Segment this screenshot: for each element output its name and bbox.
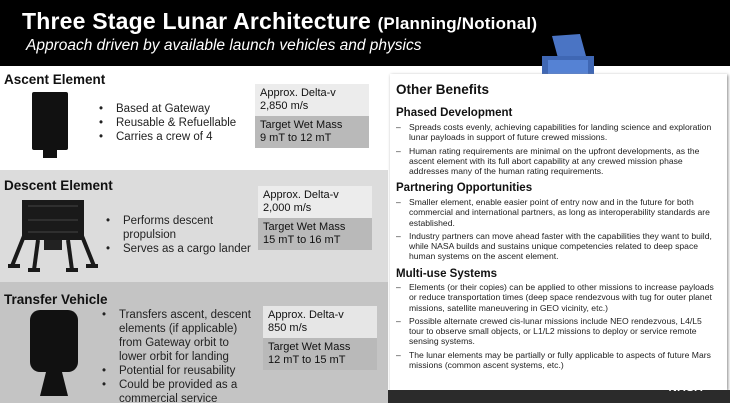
- ascent-element-title: Ascent Element: [4, 72, 106, 87]
- descent-delta-cell: [258, 186, 372, 218]
- other-benefits-panel: [390, 74, 727, 390]
- ascent-mass-label: Target Wet Mass: [260, 119, 343, 131]
- descent-bullet: • Performs descent propulsion: [106, 214, 256, 242]
- ascent-mass-cell: [255, 116, 369, 148]
- transfer-delta-label: Approx. Delta-v: [268, 309, 344, 321]
- partnering-opportunities-heading: Partnering Opportunities: [396, 182, 533, 194]
- transfer-bullet: • Could be provided as a commercial service: [102, 378, 258, 403]
- ascent-bullet: • Based at Gateway: [99, 102, 249, 116]
- benefit-item: – Industry partners can move ahead faster with the capabilities they want to build, while NASA builds and sustains unique competencies related to deep space human systems on the ascent element.: [396, 231, 716, 262]
- ascent-spec-box: [255, 84, 369, 148]
- nasa-logo: NASA: [669, 382, 704, 394]
- transfer-bullet: • Potential for reusability: [102, 364, 258, 378]
- header-bar: [0, 0, 730, 66]
- title-main: Three Stage Lunar Architecture: [22, 8, 371, 34]
- descent-element-section: [0, 170, 388, 282]
- phased-development-list: [396, 122, 716, 179]
- ascent-bullet: • Carries a crew of 4: [99, 130, 249, 144]
- ascent-delta-value: 2,850 m/s: [260, 100, 309, 112]
- transfer-mass-cell: [263, 338, 377, 370]
- benefit-item: – Spreads costs evenly, achieving capabilities for landing science and exploration lunar payloads in support of future crewed missions.: [396, 122, 716, 143]
- slide-title: [22, 8, 537, 35]
- ascent-mass-value: 9 mT to 12 mT: [260, 132, 332, 144]
- descent-element-title: Descent Element: [4, 178, 113, 193]
- benefit-item: – Smaller element, enable easier point of entry now and in the future for both commercial and international partners, as long as interoperability standards are established.: [396, 197, 716, 228]
- phased-development-heading: Phased Development: [396, 107, 513, 119]
- ascent-element-icon: [30, 90, 70, 160]
- descent-bullet: • Serves as a cargo lander: [106, 242, 256, 256]
- transfer-mass-label: Target Wet Mass: [268, 341, 351, 353]
- transfer-spec-box: [263, 306, 377, 370]
- transfer-bullet: • Transfers ascent, descent elements (if applicable) from Gateway orbit to lower orbit for landing: [102, 308, 258, 364]
- transfer-vehicle-section: [0, 282, 388, 403]
- transfer-delta-value: 850 m/s: [268, 322, 308, 334]
- multi-use-systems-heading: Multi-use Systems: [396, 268, 497, 280]
- descent-spec-box: [258, 186, 372, 250]
- descent-delta-label: Approx. Delta-v: [263, 189, 339, 201]
- descent-lander-icon: [8, 196, 98, 278]
- descent-mass-value: 15 mT to 16 mT: [263, 234, 341, 246]
- multi-use-systems-list: [396, 282, 716, 373]
- benefit-item: – Elements (or their copies) can be applied to other missions to increase payloads or reduce transportation times (deep space rendezvous with tug for outer planet missions, satellite maneuvering in GEO vicinity, etc.): [396, 282, 716, 313]
- transfer-mass-value: 12 mT to 15 mT: [268, 354, 346, 366]
- title-suffix: (Planning/Notional): [377, 14, 538, 33]
- other-benefits-title: Other Benefits: [396, 82, 490, 97]
- transfer-delta-cell: [263, 306, 377, 338]
- descent-mass-cell: [258, 218, 372, 250]
- benefit-item: – Possible alternate crewed cis-lunar missions include NEO rendezvous, L4/L5 tour to observe small objects, or L1/L2 missions to deploy or service remote sensing systems.: [396, 316, 716, 347]
- benefit-item: – Human rating requirements are minimal on the upfront developments, as the ascent element with its full abort capability at any crewed mission phase addresses many of the human rating requirements.: [396, 146, 716, 177]
- descent-mass-label: Target Wet Mass: [263, 221, 346, 233]
- ascent-bullets: [99, 102, 249, 144]
- ascent-delta-label: Approx. Delta-v: [260, 87, 336, 99]
- ascent-element-section: [0, 66, 388, 170]
- ascent-delta-cell: [255, 84, 369, 116]
- descent-delta-value: 2,000 m/s: [263, 202, 312, 214]
- ascent-bullet: • Reusable & Refuellable: [99, 116, 249, 130]
- benefit-item: – The lunar elements may be partially or fully applicable to aspects of future Mars missions (common ascent systems, etc.): [396, 350, 716, 371]
- slide-subtitle: Approach driven by available launch vehicles and physics: [26, 37, 422, 54]
- transfer-bullets: [102, 308, 258, 403]
- descent-bullets: [106, 214, 256, 256]
- transfer-vehicle-icon: [24, 308, 84, 400]
- partnering-opportunities-list: [396, 197, 716, 265]
- transfer-vehicle-title: Transfer Vehicle: [4, 292, 108, 307]
